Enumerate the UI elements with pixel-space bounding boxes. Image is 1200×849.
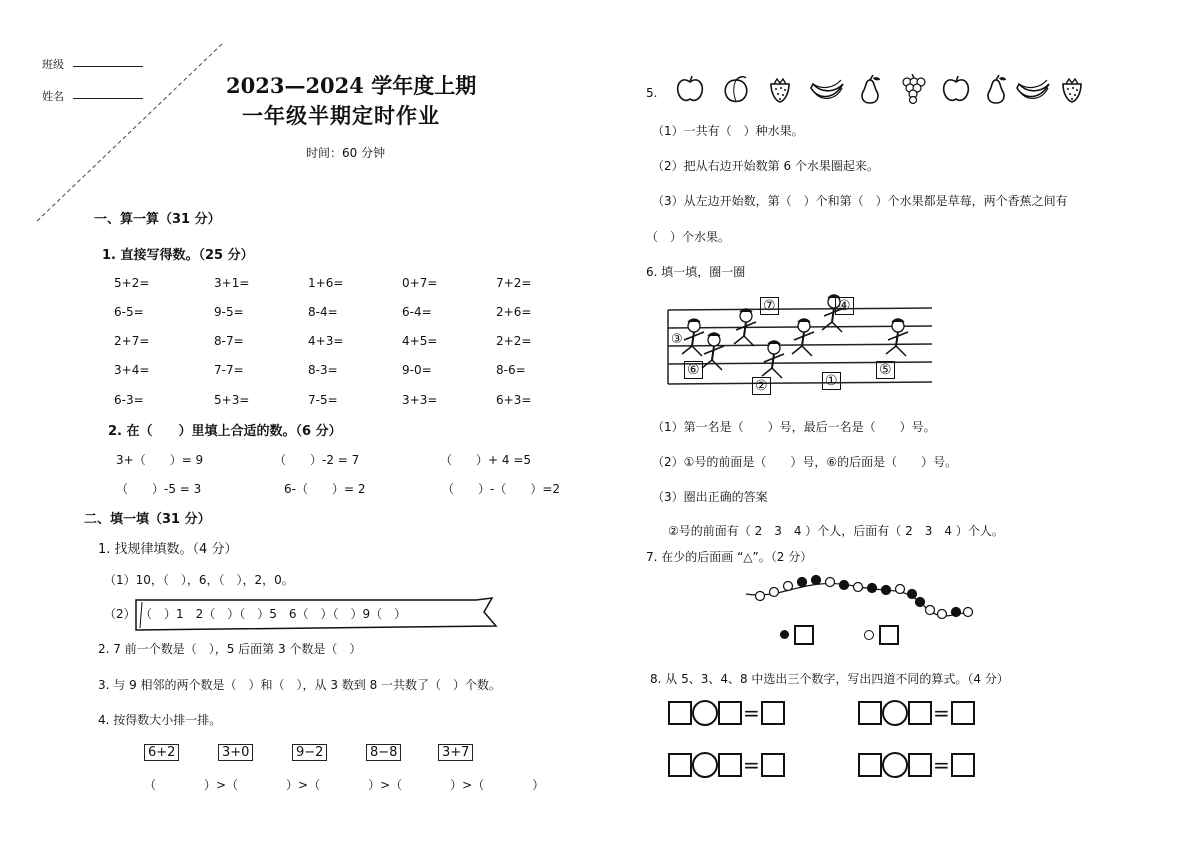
calc-item[interactable]: 6+3= — [496, 393, 532, 407]
calc-item[interactable]: 3+4= — [114, 363, 150, 377]
calc-item[interactable]: 6-5= — [114, 305, 144, 319]
q6-title: 6. 填一填，圈一圈 — [646, 265, 746, 279]
white-bead-icon — [926, 606, 935, 615]
calc-item[interactable]: 6-4= — [402, 305, 432, 319]
calc-item[interactable]: 9-5= — [214, 305, 244, 319]
calc-item[interactable]: 2+2= — [496, 334, 532, 348]
q5-part3-cont[interactable]: （ ）个水果。 — [646, 230, 731, 244]
answer-box[interactable] — [879, 625, 899, 645]
sec1-q2-title: 2. 在（ ）里填上合适的数。（6 分） — [108, 424, 342, 439]
white-bead-icon — [938, 610, 947, 619]
calc-item[interactable]: 8-7= — [214, 334, 244, 348]
white-bead-icon — [770, 588, 779, 597]
number-box[interactable] — [858, 701, 882, 725]
calc-item[interactable]: 2+6= — [496, 305, 532, 319]
page-title: 2023—2024 学年度上期 — [226, 73, 477, 98]
number-box[interactable] — [908, 753, 932, 777]
calc-item[interactable]: 5+3= — [214, 393, 250, 407]
white-bead-icon — [784, 582, 793, 591]
white-bead-icon — [756, 592, 765, 601]
calc-item[interactable]: 8-3= — [308, 363, 338, 377]
runner-number-5: ⑤ — [876, 361, 895, 379]
calc-item[interactable]: 3+1= — [214, 276, 250, 290]
black-bead-icon — [908, 590, 917, 599]
result-box[interactable] — [951, 753, 975, 777]
banana-icon — [808, 74, 846, 108]
fill-blank-item[interactable]: 3+（ ）= 9 — [116, 453, 204, 467]
runner-icon — [762, 341, 784, 378]
class-label: 班级 — [42, 58, 64, 71]
name-label: 姓名 — [42, 90, 64, 103]
sec1-q1-title: 1. 直接写得数。（25 分） — [102, 248, 254, 263]
section1-heading: 一、算一算（31 分） — [94, 212, 221, 227]
sec2-q3[interactable]: 3. 与 9 相邻的两个数是（ ）和（ ），从 3 数到 8 一共数了（ ）个数。 — [98, 678, 502, 692]
pattern-sequence[interactable]: （ ）1 2（ ）（ ）5 6（ ）（ ）9（ ） — [140, 607, 407, 621]
expression-card: 3+7 — [438, 744, 473, 761]
race-illustration — [664, 294, 940, 394]
calc-item[interactable]: 8-4= — [308, 305, 338, 319]
fill-blank-item[interactable]: （ ）-2 = 7 — [274, 453, 360, 467]
number-box[interactable] — [858, 753, 882, 777]
number-box[interactable] — [668, 701, 692, 725]
pear-icon — [982, 74, 1010, 110]
number-box[interactable] — [718, 753, 742, 777]
equals-sign: = — [933, 753, 950, 777]
calc-item[interactable]: 4+3= — [308, 334, 344, 348]
pattern-question-1[interactable]: （1）10，（ ），6，（ ），2，0。 — [104, 573, 294, 587]
number-box[interactable] — [668, 753, 692, 777]
q6-part3: （3）圈出正确的答案 — [652, 490, 768, 504]
bead-string — [744, 572, 976, 622]
answer-pair-white — [864, 624, 899, 645]
banana-icon — [1014, 74, 1052, 108]
fill-blank-item[interactable]: （ ）-5 = 3 — [116, 482, 202, 496]
peach-icon — [720, 74, 752, 108]
black-bead-icon — [798, 578, 807, 587]
equation-template — [858, 700, 975, 726]
equals-sign: = — [743, 701, 760, 725]
black-bead-icon — [812, 576, 821, 585]
ordering-answer[interactable]: （ ）>（ ）>（ ）>（ ）>（ ） — [144, 778, 545, 792]
equation-template — [668, 700, 785, 726]
fill-blank-item[interactable]: （ ）+ 4 =5 — [440, 453, 532, 467]
number-box[interactable] — [908, 701, 932, 725]
calc-item[interactable]: 7-7= — [214, 363, 244, 377]
runner-icon — [702, 333, 724, 370]
calc-item[interactable]: 7+2= — [496, 276, 532, 290]
calc-item[interactable]: 0+7= — [402, 276, 438, 290]
q5-part1[interactable]: （1）一共有（ ）种水果。 — [652, 124, 804, 138]
black-bead-icon — [952, 608, 961, 617]
calc-item[interactable]: 8-6= — [496, 363, 526, 377]
pear-icon — [856, 74, 884, 110]
q5-part3[interactable]: （3）从左边开始数，第（ ）个和第（ ）个水果都是草莓，两个香蕉之间有 — [652, 194, 1068, 208]
strawberry-icon — [1058, 74, 1086, 108]
equals-sign: = — [933, 701, 950, 725]
expression-card: 9−2 — [292, 744, 327, 761]
q8-title: 8. 从 5、3、4、8 中选出三个数字，写出四道不同的算式。（4 分） — [650, 672, 1009, 686]
time-limit: 时间：60 分钟 — [306, 146, 386, 160]
white-bead-icon — [896, 585, 905, 594]
runner-number-3: ③ — [671, 332, 683, 347]
apple-icon — [674, 74, 706, 108]
calc-item[interactable]: 9-0= — [402, 363, 432, 377]
calc-item[interactable]: 2+7= — [114, 334, 150, 348]
calc-item[interactable]: 4+5= — [402, 334, 438, 348]
sec2-q1-title: 1. 找规律填数。（4 分） — [98, 542, 238, 557]
operator-circle[interactable] — [882, 700, 908, 726]
equation-template — [668, 752, 785, 778]
black-bead-icon — [780, 630, 789, 639]
operator-circle[interactable] — [692, 700, 718, 726]
runner-number-4: ④ — [835, 297, 854, 315]
expression-card: 3+0 — [218, 744, 253, 761]
q6-part2[interactable]: （2）①号的前面是（ ）号，⑥的后面是（ ）号。 — [652, 455, 958, 469]
operator-circle[interactable] — [882, 752, 908, 778]
pattern-question-2-label: （2） — [104, 607, 136, 621]
runner-number-2: ② — [752, 377, 771, 395]
q5-part2: （2）把从右边开始数第 6 个水果圈起来。 — [652, 159, 879, 173]
number-box[interactable] — [718, 701, 742, 725]
fill-blank-item[interactable]: （ ）-（ ）=2 — [442, 482, 561, 496]
q7-title: 7. 在少的后面画 “△”。（2 分） — [646, 550, 813, 564]
black-bead-icon — [840, 581, 849, 590]
answer-box[interactable] — [794, 625, 814, 645]
answer-pair-black — [780, 624, 814, 645]
sec2-q4-title: 4. 按得数大小排一排。 — [98, 713, 222, 727]
white-bead-icon — [864, 630, 874, 640]
section2-heading: 二、填一填（31 分） — [84, 512, 211, 527]
black-bead-icon — [868, 584, 877, 593]
runner-number-1: ① — [822, 372, 841, 390]
black-bead-icon — [916, 598, 925, 607]
q6-part1[interactable]: （1）第一名是（ ）号，最后一名是（ ）号。 — [652, 420, 936, 434]
result-box[interactable] — [761, 753, 785, 777]
apple-icon — [940, 74, 972, 108]
result-box[interactable] — [761, 701, 785, 725]
calc-item[interactable]: 7-5= — [308, 393, 338, 407]
q5-number: 5. — [646, 86, 658, 100]
runner-icon — [682, 319, 704, 356]
black-bead-icon — [882, 586, 891, 595]
runner-number-7: ⑦ — [760, 297, 779, 315]
white-bead-icon — [826, 578, 835, 587]
expression-card: 8−8 — [366, 744, 401, 761]
sec2-q2[interactable]: 2. 7 前一个数是（ ），5 后面第 3 个数是（ ） — [98, 642, 362, 656]
runner-icon — [886, 319, 908, 356]
calc-item[interactable]: 1+6= — [308, 276, 344, 290]
calc-item[interactable]: 6-3= — [114, 393, 144, 407]
fill-blank-item[interactable]: 6-（ ）= 2 — [284, 482, 366, 496]
strawberry-icon — [766, 74, 794, 108]
calc-item[interactable]: 3+3= — [402, 393, 438, 407]
q6-part3-answer[interactable]: ②号的前面有（ 2 3 4 ）个人，后面有（ 2 3 4 ）个人。 — [668, 524, 1004, 538]
operator-circle[interactable] — [692, 752, 718, 778]
expression-card: 6+2 — [144, 744, 179, 761]
equation-template — [858, 752, 975, 778]
runner-icon — [792, 319, 814, 356]
result-box[interactable] — [951, 701, 975, 725]
calc-item[interactable]: 5+2= — [114, 276, 150, 290]
page-subtitle: 一年级半期定时作业 — [242, 103, 440, 128]
cut-line — [30, 40, 230, 230]
equals-sign: = — [743, 753, 760, 777]
white-bead-icon — [964, 608, 973, 617]
white-bead-icon — [854, 583, 863, 592]
grape-icon — [898, 74, 928, 110]
runner-number-6: ⑥ — [684, 361, 703, 379]
